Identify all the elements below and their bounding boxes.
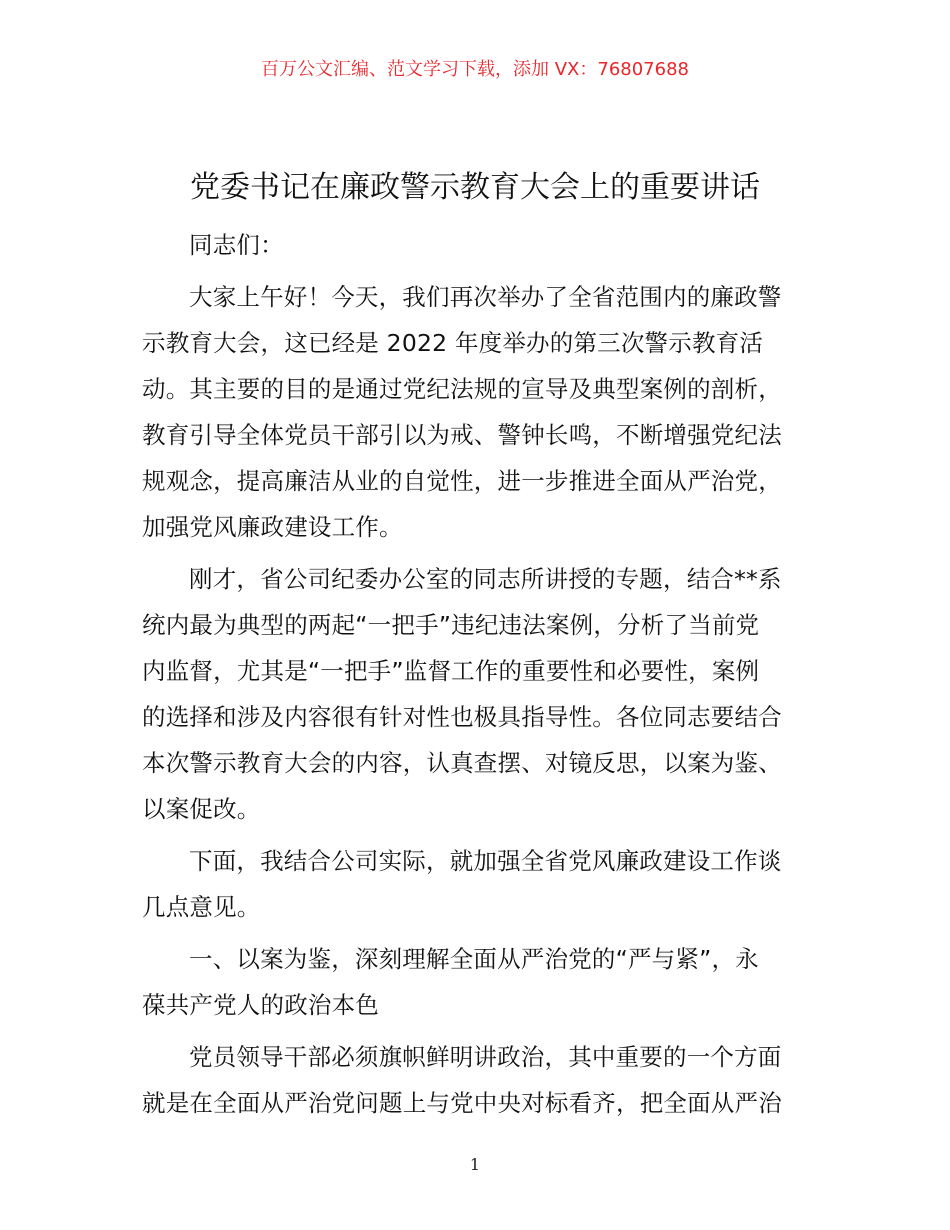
paragraph xyxy=(142,1034,822,1126)
paragraph-line: 一、以案为鉴，深刻理解全面从严治党的“严与紧”，永 xyxy=(189,945,759,973)
paragraph-line: 葆共产党人的政治本色 xyxy=(142,991,379,1019)
paragraph-line: 同志们： xyxy=(189,231,284,259)
paragraph-line: 动。其主要的目的是通过党纪法规的宣导及典型案例的剖析， xyxy=(142,375,782,403)
paragraph-line: 就是在全面从严治党问题上与党中央对标看齐，把全面从严治 xyxy=(142,1089,782,1117)
paragraph-line: 党员领导干部必须旗帜鲜明讲政治，其中重要的一个方面 xyxy=(189,1043,782,1071)
paragraph-line: 几点意见。 xyxy=(142,893,261,921)
paragraph-line: 下面，我结合公司实际，就加强全省党风廉政建设工作谈 xyxy=(189,847,782,875)
paragraph-line: 教育引导全体党员干部引以为戒、警钟长鸣，不断增强党纪法 xyxy=(142,421,782,449)
paragraph-line: 示教育大会，这已经是 2022 年度举办的第三次警示教育活 xyxy=(142,329,764,357)
paragraph xyxy=(142,274,822,550)
document-body xyxy=(142,222,822,1132)
paragraph-line: 统内最为典型的两起“一把手”违纪违法案例，分析了当前党 xyxy=(142,611,760,639)
paragraph xyxy=(142,936,822,1028)
document-title: 党委书记在廉政警示教育大会上的重要讲话 xyxy=(190,170,760,205)
watermark-header: 百万公文汇编、范文学习下载，添加 VX：76807688 xyxy=(261,59,689,80)
paragraph-line: 本次警示教育大会的内容，认真查摆、对镜反思，以案为鉴、 xyxy=(142,749,782,777)
paragraph xyxy=(142,838,822,930)
paragraph-line: 加强党风廉政建设工作。 xyxy=(142,513,403,541)
paragraph-line: 的选择和涉及内容很有针对性也极具指导性。各位同志要结合 xyxy=(142,703,782,731)
paragraph xyxy=(142,222,822,268)
paragraph xyxy=(142,556,822,832)
page-number: 1 xyxy=(469,1155,481,1174)
paragraph-line: 刚才，省公司纪委办公室的同志所讲授的专题，结合**系 xyxy=(189,565,782,593)
paragraph-line: 内监督，尤其是“一把手”监督工作的重要性和必要性，案例 xyxy=(142,657,760,685)
paragraph-line: 以案促改。 xyxy=(142,795,261,823)
paragraph-line: 大家上午好！今天，我们再次举办了全省范围内的廉政警 xyxy=(189,283,782,311)
paragraph-line: 规观念，提高廉洁从业的自觉性，进一步推进全面从严治党， xyxy=(142,467,782,495)
